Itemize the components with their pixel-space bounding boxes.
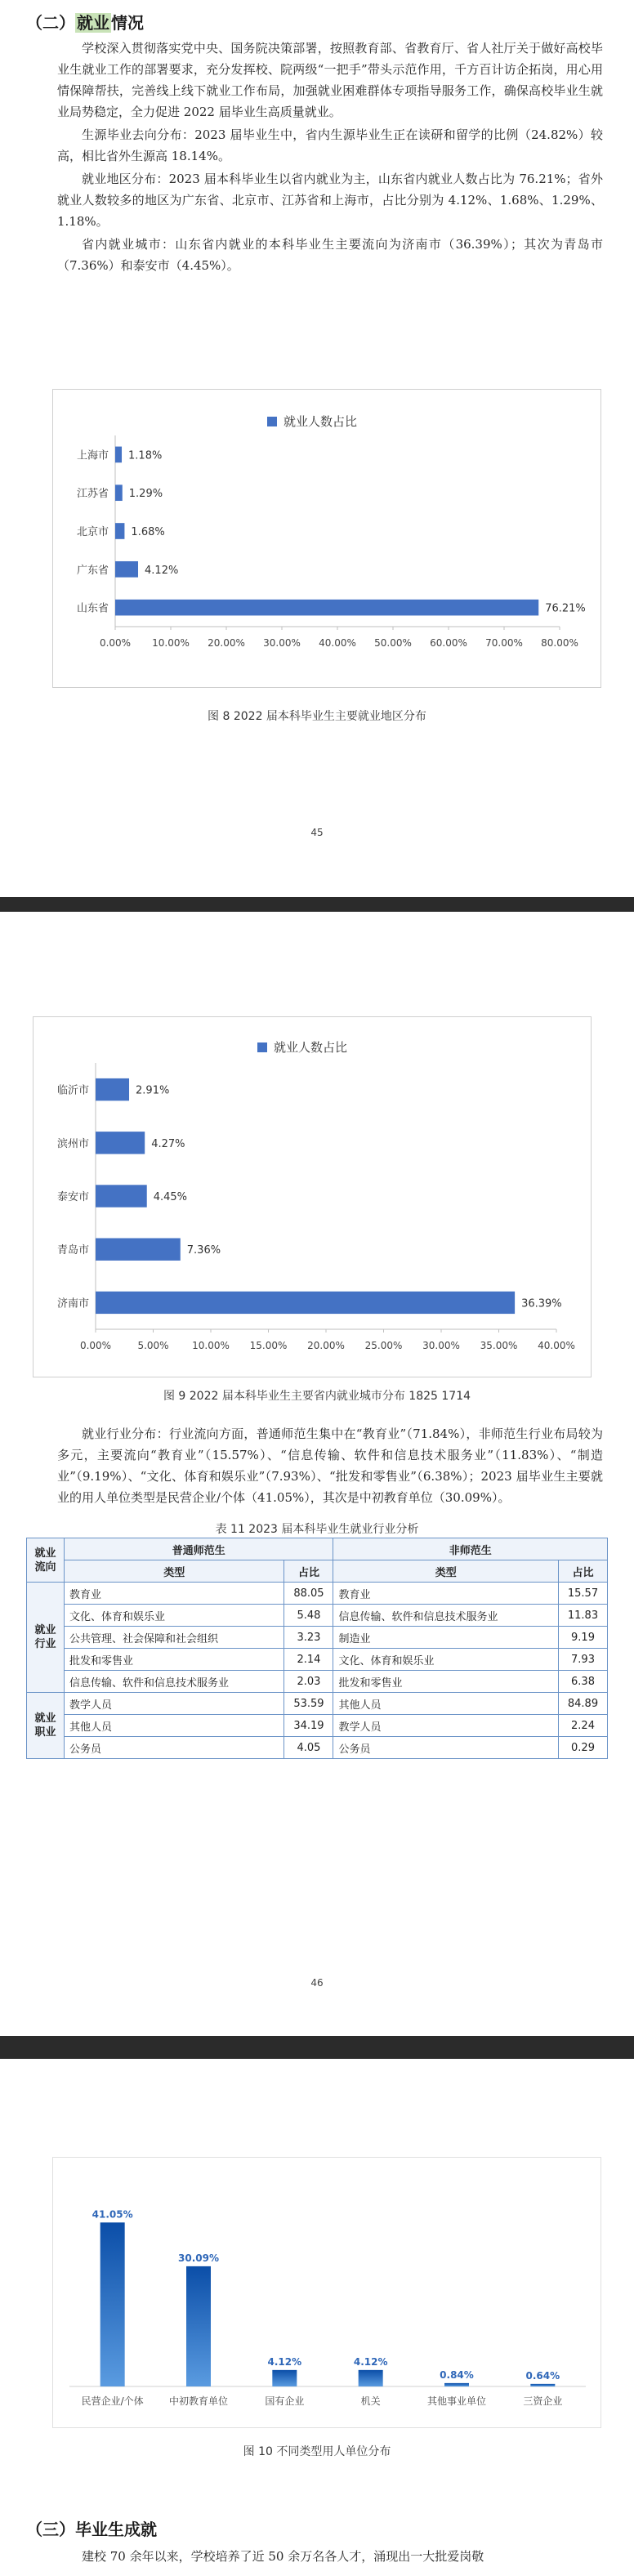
table-row	[27, 1715, 608, 1737]
chart-employer-frame	[52, 2157, 601, 2428]
x-tick-label: 0.00%	[99, 637, 132, 649]
legend-label: 就业人数占比	[274, 1040, 348, 1055]
share-cell: 9.19	[558, 1627, 607, 1649]
bar-江苏省	[115, 484, 123, 501]
bar-国有企业	[272, 2370, 297, 2386]
share-cell: 2.03	[284, 1671, 333, 1693]
category-label: 上海市	[76, 449, 109, 462]
table-row	[27, 1649, 608, 1671]
col-type-normal: 类型	[64, 1560, 284, 1583]
share-cell: 6.38	[558, 1671, 607, 1693]
share-cell: 5.48	[284, 1605, 333, 1627]
data-label: 36.39%	[521, 1297, 562, 1310]
category-label: 中初教育单位	[168, 2395, 229, 2407]
type-cell: 制造业	[333, 1627, 559, 1649]
bar-三资企业	[530, 2384, 555, 2386]
data-label: 41.05%	[92, 2208, 133, 2221]
section-3-body	[57, 2546, 603, 2567]
chart-region-frame	[52, 389, 601, 688]
type-cell: 教育业	[333, 1583, 559, 1605]
section-2-body	[57, 38, 603, 276]
type-cell: 文化、体育和娱乐业	[333, 1649, 559, 1671]
category-label: 青岛市	[56, 1244, 89, 1257]
section-3-heading: （三）毕业生成就	[26, 2520, 157, 2539]
data-label: 4.12%	[267, 2355, 302, 2368]
bar-机关	[359, 2370, 383, 2386]
chart-employer	[53, 2158, 602, 2429]
data-label: 4.12%	[145, 564, 179, 577]
paragraph-source: 生源毕业去向分布：2023 届毕业生中，省内生源毕业生正在读研和留学的比例（24.82%）较高，相比省外生源高 18.14%。	[57, 127, 603, 163]
category-label: 北京市	[76, 526, 109, 538]
share-cell: 7.93	[558, 1649, 607, 1671]
share-cell: 2.24	[558, 1715, 607, 1737]
share-cell: 34.19	[284, 1715, 333, 1737]
type-cell: 其他人员	[64, 1715, 284, 1737]
share-cell: 53.59	[284, 1693, 333, 1715]
col-share-other: 占比	[558, 1560, 607, 1583]
data-label: 7.36%	[186, 1244, 221, 1257]
x-tick-label: 10.00%	[152, 637, 190, 649]
paragraph-city: 省内就业城市：山东省内就业的本科毕业生主要流向为济南市（36.39%）；其次为青岛市（7.36%）和泰安市（4.45%）。	[57, 237, 603, 273]
data-label: 4.45%	[153, 1191, 188, 1203]
table-corner: 就业 流向	[27, 1538, 65, 1583]
bar-民营企业/个体	[100, 2222, 125, 2386]
type-cell: 其他人员	[333, 1693, 559, 1715]
category-label: 其他事业单位	[426, 2395, 487, 2407]
category-label: 广东省	[76, 564, 109, 577]
page-46	[0, 912, 634, 2036]
header-normal: 普通师范生	[64, 1538, 333, 1560]
share-cell: 0.29	[558, 1737, 607, 1759]
share-cell: 4.05	[284, 1737, 333, 1759]
section-2-heading: （二） 就业 情况	[26, 13, 144, 33]
data-label: 4.27%	[151, 1137, 185, 1150]
col-type-other: 类型	[333, 1560, 559, 1583]
table-row	[27, 1671, 608, 1693]
data-label: 0.84%	[440, 2368, 474, 2381]
x-tick-label: 30.00%	[422, 1340, 460, 1351]
x-tick-label: 60.00%	[430, 637, 467, 649]
data-label: 4.12%	[353, 2355, 388, 2368]
x-tick-label: 30.00%	[263, 637, 301, 649]
col-share-normal: 占比	[284, 1560, 333, 1583]
x-tick-label: 40.00%	[538, 1340, 575, 1351]
figure-9-caption: 图 9 2022 届本科毕业生主要省内就业城市分布 1825 1714	[163, 1390, 471, 1403]
x-tick-label: 0.00%	[79, 1340, 112, 1351]
category-label: 国有企业	[265, 2395, 305, 2407]
x-tick-label: 25.00%	[364, 1340, 403, 1351]
x-tick-label: 10.00%	[192, 1340, 230, 1351]
data-label: 76.21%	[545, 602, 586, 615]
share-cell: 3.23	[284, 1627, 333, 1649]
data-label: 1.68%	[131, 526, 165, 538]
type-cell: 教学人员	[333, 1715, 559, 1737]
paragraph-industry: 就业行业分布：行业流向方面，普通师范生集中在“教育业”（71.84%），非师范生行业布局较为多元，主要流向“教育业”（15.57%）、“信息传输、软件和信息技术服务业”（11.83%）、“制造业”（9.19%）、“文化、体育和娱乐业”（7.93%）、“批发和零售业”（6.38%）；2023 届毕业生主要就业的用人单位类型是民营企业/个体（41.05%），其次是中初教育单位（30.09%）。	[57, 1426, 603, 1505]
bar-上海市	[115, 447, 122, 463]
bar-滨州市	[96, 1132, 145, 1154]
table-row	[27, 1627, 608, 1649]
x-tick-label: 80.00%	[541, 637, 578, 649]
x-tick-label: 20.00%	[208, 637, 245, 649]
chart-city	[33, 1017, 592, 1378]
type-cell: 教学人员	[64, 1693, 284, 1715]
bar-泰安市	[96, 1185, 147, 1207]
category-label: 江苏省	[76, 488, 109, 501]
category-label: 山东省	[76, 602, 109, 615]
bar-中初教育单位	[186, 2266, 211, 2386]
bar-北京市	[115, 523, 124, 539]
paragraph-achievement: 建校 70 余年以来，学校培养了近 50 余万名各人才，涌现出一大批爱岗敬	[82, 2549, 484, 2564]
bar-青岛市	[96, 1239, 181, 1261]
legend-label: 就业人数占比	[284, 414, 358, 429]
x-tick-label: 35.00%	[480, 1340, 518, 1351]
type-cell: 公共管理、社会保障和社会组织	[64, 1627, 284, 1649]
industry-paragraph	[57, 1423, 603, 1508]
x-tick-label: 70.00%	[485, 637, 523, 649]
share-cell: 15.57	[558, 1583, 607, 1605]
type-cell: 公务员	[333, 1737, 559, 1759]
category-label: 三资企业	[523, 2395, 563, 2407]
bar-其他事业单位	[444, 2383, 469, 2386]
page-number-45: 45	[310, 827, 324, 838]
page-47	[0, 2059, 634, 2576]
x-tick-label: 15.00%	[249, 1340, 288, 1351]
bar-广东省	[115, 561, 138, 578]
data-label: 0.64%	[525, 2369, 560, 2382]
x-tick-label: 20.00%	[307, 1340, 345, 1351]
category-label: 泰安市	[56, 1191, 89, 1203]
page-separator	[0, 897, 634, 912]
bar-山东省	[115, 600, 538, 616]
figure-8-caption: 图 8 2022 届本科毕业生主要就业地区分布	[208, 710, 426, 723]
share-cell: 2.14	[284, 1649, 333, 1671]
type-cell: 批发和零售业	[333, 1671, 559, 1693]
table-11-body	[27, 1583, 608, 1759]
paragraph-region: 就业地区分布：2023 届本科毕业生以省内就业为主，山东省内就业人数占比为 76.21%；省外就业人数较多的地区为广东省、北京市、江苏省和上海市，占比分别为 4.12%、1.68%、1.29%、1.18%。	[57, 172, 603, 229]
paragraph-intro: 学校深入贯彻落实党中央、国务院决策部署，按照教育部、省教育厅、省人社厅关于做好高校毕业生就业工作的部署要求，充分发挥校、院两级“一把手”带头示范作用，千方百计访企拓岗，用心用情保障帮扶，完善线上线下就业工作布局，加强就业困难群体专项指导服务工作，确保高校毕业生就业局势稳定，全力促进 2022 届毕业生高质量就业。	[57, 41, 603, 119]
data-label: 1.29%	[128, 488, 163, 501]
category-label: 民营企业/个体	[81, 2395, 144, 2407]
bar-临沂市	[96, 1078, 129, 1100]
category-label: 济南市	[56, 1297, 89, 1310]
bar-济南市	[96, 1292, 515, 1314]
table-11-caption: 表 11 2023 届本科毕业生就业行业分析	[215, 1523, 419, 1536]
category-label: 滨州市	[56, 1137, 89, 1150]
share-cell: 88.05	[284, 1583, 333, 1605]
table-row	[27, 1605, 608, 1627]
data-label: 2.91%	[136, 1084, 170, 1097]
chart-region	[53, 390, 602, 689]
type-cell: 信息传输、软件和信息技术服务业	[333, 1605, 559, 1627]
header-other: 非师范生	[333, 1538, 608, 1560]
data-label: 30.09%	[178, 2252, 219, 2264]
x-tick-label: 5.00%	[137, 1340, 169, 1351]
table-row	[27, 1737, 608, 1759]
page-45	[0, 0, 634, 897]
section-label: 就业 职业	[27, 1693, 65, 1759]
category-label: 临沂市	[56, 1084, 89, 1097]
table-row	[27, 1583, 608, 1605]
data-label: 1.18%	[128, 449, 163, 462]
type-cell: 公务员	[64, 1737, 284, 1759]
type-cell: 批发和零售业	[64, 1649, 284, 1671]
table-11	[26, 1538, 608, 1759]
type-cell: 教育业	[64, 1583, 284, 1605]
figure-10-caption: 图 10 不同类型用人单位分布	[243, 2445, 391, 2458]
page-number-46: 46	[310, 1977, 324, 1989]
table-row	[27, 1693, 608, 1715]
share-cell: 11.83	[558, 1605, 607, 1627]
type-cell: 信息传输、软件和信息技术服务业	[64, 1671, 284, 1693]
page-separator	[0, 2036, 634, 2059]
category-label: 机关	[360, 2395, 381, 2407]
section-label: 就业 行业	[27, 1583, 65, 1693]
type-cell: 文化、体育和娱乐业	[64, 1605, 284, 1627]
share-cell: 84.89	[558, 1693, 607, 1715]
x-tick-label: 40.00%	[319, 637, 356, 649]
x-tick-label: 50.00%	[374, 637, 412, 649]
chart-city-frame	[33, 1016, 592, 1377]
